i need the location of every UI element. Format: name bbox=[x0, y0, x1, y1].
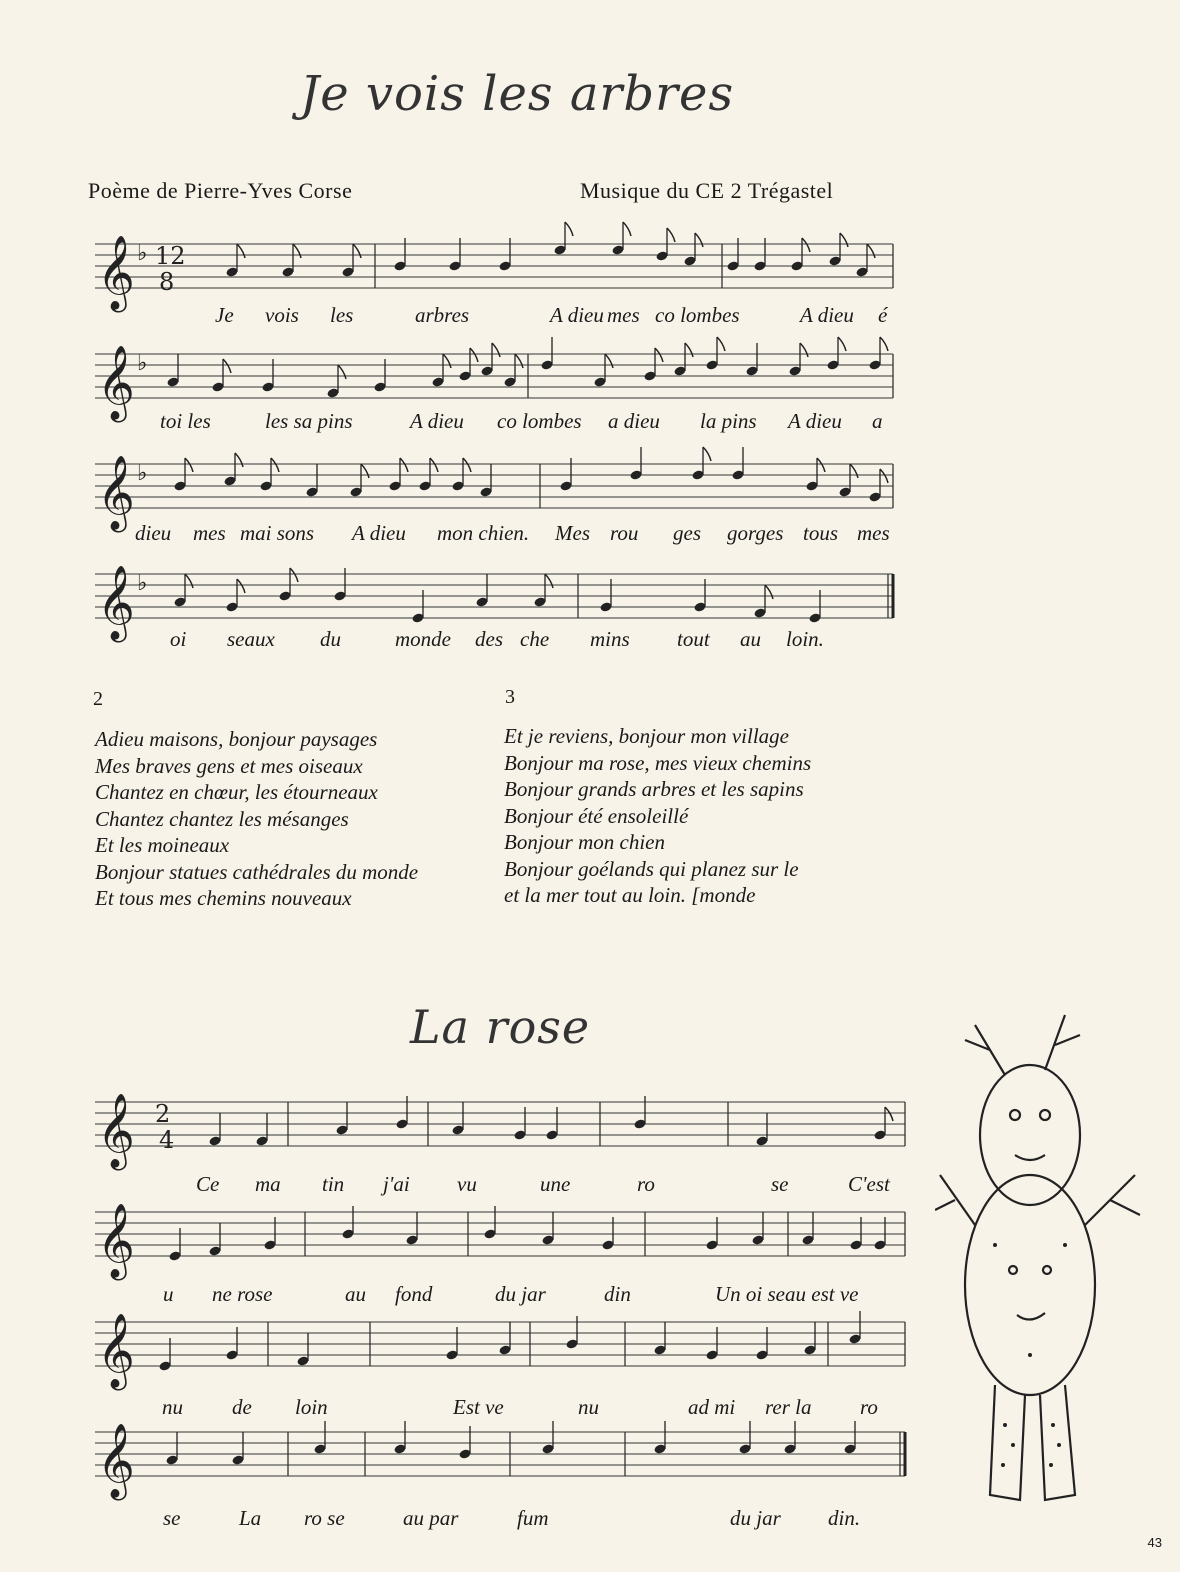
lyric-syllable: co lombes bbox=[497, 409, 582, 433]
verse-line: Et je reviens, bonjour mon village bbox=[504, 724, 789, 748]
verse-line: Chantez en chœur, les étourneaux bbox=[95, 780, 378, 804]
lyric-syllable: seaux bbox=[227, 627, 275, 651]
verse-line: Et les moineaux bbox=[95, 833, 230, 857]
lyric-syllable: a dieu bbox=[608, 409, 660, 433]
treble-clef-icon: 𝄞 bbox=[97, 1424, 135, 1498]
lyric-syllable: gorges bbox=[727, 521, 784, 545]
lyric-syllable: Je bbox=[215, 303, 234, 327]
lyric-syllable: tin bbox=[322, 1172, 345, 1196]
lyric-syllable: mes bbox=[857, 521, 890, 545]
lyric-syllable: vu bbox=[457, 1172, 477, 1196]
verse-line: Adieu maisons, bonjour paysages bbox=[95, 727, 378, 751]
lyric-syllable: ma bbox=[255, 1172, 281, 1196]
lyric-syllable: Un oi seau est ve bbox=[715, 1282, 859, 1306]
verse-line: Bonjour goélands qui planez sur le bbox=[504, 856, 799, 881]
lyric-syllable: ges bbox=[673, 521, 701, 545]
lyric-syllable: La bbox=[239, 1506, 262, 1530]
lyric-syllable: oi bbox=[170, 627, 187, 651]
treble-clef-icon: 𝄞 bbox=[97, 456, 135, 530]
score-song1 bbox=[0, 230, 1180, 650]
lyric-syllable: ad mi bbox=[688, 1395, 736, 1419]
treble-clef-icon: 𝄞 bbox=[97, 1314, 135, 1388]
verse-2 bbox=[95, 726, 495, 912]
lyric-syllable: j'ai bbox=[383, 1172, 410, 1196]
lyric-syllable: tout bbox=[677, 627, 710, 651]
time-sig-top: 12 bbox=[155, 242, 186, 270]
flat-sign-icon: ♭ bbox=[137, 350, 148, 375]
staff bbox=[95, 1204, 905, 1281]
lyric-syllable: les bbox=[330, 303, 354, 327]
lyric-syllable: A dieu bbox=[352, 521, 406, 545]
lyric-syllable: Ce bbox=[196, 1172, 220, 1196]
verse-number: 2 bbox=[93, 688, 103, 710]
lyric-syllable: vois bbox=[265, 303, 299, 327]
lyric-syllable: se bbox=[163, 1506, 181, 1530]
lyric-syllable: la pins bbox=[700, 409, 757, 433]
song-title: Je vois les arbres bbox=[300, 66, 735, 122]
time-sig-bottom: 4 bbox=[159, 1126, 175, 1154]
verse-line: Et tous mes chemins nouveaux bbox=[95, 886, 352, 910]
lyric-syllable: tous bbox=[803, 521, 839, 545]
staff bbox=[95, 222, 893, 313]
lyric-syllable: une bbox=[540, 1172, 571, 1196]
verse-line: Bonjour ma rose, mes vieux chemins bbox=[504, 750, 812, 775]
lyric-syllable: Mes bbox=[555, 521, 590, 545]
lyric-syllable: ro bbox=[860, 1395, 878, 1419]
lyric-syllable: mins bbox=[590, 627, 630, 651]
staff bbox=[95, 337, 893, 423]
lyric-syllable: les sa pins bbox=[265, 409, 353, 433]
lyric-syllable: dieu bbox=[135, 521, 172, 545]
lyric-syllable: arbres bbox=[415, 303, 470, 327]
lyric-syllable: co lombes bbox=[655, 303, 740, 327]
verse-line: Chantez chantez les mésanges bbox=[95, 806, 349, 831]
flat-sign-icon: ♭ bbox=[137, 460, 148, 485]
lyric-syllable: ro bbox=[637, 1172, 655, 1196]
lyric-syllable: mon chien. bbox=[437, 521, 530, 545]
lyric-syllable: A dieu bbox=[410, 409, 464, 433]
verse-line: Mes braves gens et mes oiseaux bbox=[95, 753, 363, 778]
lyric-syllable: Est ve bbox=[453, 1395, 504, 1419]
treble-clef-icon: 𝄞 bbox=[97, 236, 135, 310]
treble-clef-icon: 𝄞 bbox=[97, 1204, 135, 1278]
lyric-syllable: de bbox=[232, 1395, 252, 1419]
treble-clef-icon: 𝄞 bbox=[97, 1094, 135, 1168]
music-credit: Musique du CE 2 Trégastel bbox=[580, 178, 834, 203]
lyric-syllable: au par bbox=[403, 1506, 459, 1530]
lyric-syllable: se bbox=[771, 1172, 789, 1196]
staff bbox=[95, 1094, 905, 1171]
song-title: La rose bbox=[410, 1000, 591, 1054]
lyric-syllable: du jar bbox=[730, 1506, 781, 1530]
lyric-syllable: mes bbox=[607, 303, 640, 327]
poem-credit: Poème de Pierre-Yves Corse bbox=[88, 178, 353, 203]
lyric-syllable: du jar bbox=[495, 1282, 546, 1306]
lyric-syllable: mai sons bbox=[240, 521, 315, 545]
lyric-syllable: C'est bbox=[848, 1172, 890, 1196]
lyric-syllable: rou bbox=[610, 521, 639, 545]
lyric-syllable: loin. bbox=[786, 627, 824, 651]
lyric-syllable: A dieu bbox=[800, 303, 854, 327]
lyric-syllable: toi les bbox=[160, 409, 211, 433]
verse-line: Bonjour été ensoleillé bbox=[504, 803, 689, 828]
lyric-syllable: du bbox=[320, 627, 341, 651]
page-number: 43 bbox=[1147, 1535, 1162, 1550]
lyric-syllable: che bbox=[520, 627, 550, 651]
flat-sign-icon: ♭ bbox=[137, 240, 148, 265]
verse-number: 3 bbox=[505, 686, 515, 708]
lyric-syllable: a bbox=[872, 409, 883, 433]
staff bbox=[95, 1421, 905, 1501]
time-sig-top: 2 bbox=[155, 1100, 171, 1128]
lyric-syllable: din. bbox=[828, 1506, 861, 1530]
lyric-syllable: monde bbox=[395, 627, 451, 651]
lyric-syllable: mes bbox=[193, 521, 226, 545]
lyric-syllable: fond bbox=[395, 1282, 433, 1306]
treble-clef-icon: 𝄞 bbox=[97, 346, 135, 420]
lyric-syllable: au bbox=[740, 627, 761, 651]
lyric-syllable: nu bbox=[162, 1395, 183, 1419]
flat-sign-icon: ♭ bbox=[137, 570, 148, 595]
verse-line: Bonjour mon chien bbox=[504, 830, 665, 854]
lyric-syllable: A dieu bbox=[550, 303, 604, 327]
verse-line: Bonjour statues cathédrales du monde bbox=[95, 859, 419, 884]
time-sig-bottom: 8 bbox=[159, 268, 175, 296]
lyric-syllable: fum bbox=[517, 1506, 549, 1530]
child-drawing-illustration bbox=[935, 1005, 1170, 1515]
verse-line: et la mer tout au loin. [monde bbox=[504, 883, 756, 907]
lyric-syllable: nu bbox=[578, 1395, 599, 1419]
lyric-syllable: A dieu bbox=[788, 409, 842, 433]
lyric-syllable: u bbox=[163, 1282, 174, 1306]
lyric-syllable: é bbox=[878, 303, 888, 327]
treble-clef-icon: 𝄞 bbox=[97, 566, 135, 640]
lyric-syllable: din bbox=[604, 1282, 631, 1306]
lyric-syllable: au bbox=[345, 1282, 366, 1306]
verse-3 bbox=[504, 723, 914, 909]
lyric-syllable: ne rose bbox=[212, 1282, 273, 1306]
lyric-syllable: rer la bbox=[765, 1395, 812, 1419]
staff bbox=[95, 1311, 905, 1391]
lyric-syllable: ro se bbox=[304, 1506, 345, 1530]
lyric-syllable: loin bbox=[295, 1395, 328, 1419]
verse-line: Bonjour grands arbres et les sapins bbox=[504, 777, 804, 801]
lyric-syllable: des bbox=[475, 627, 503, 651]
